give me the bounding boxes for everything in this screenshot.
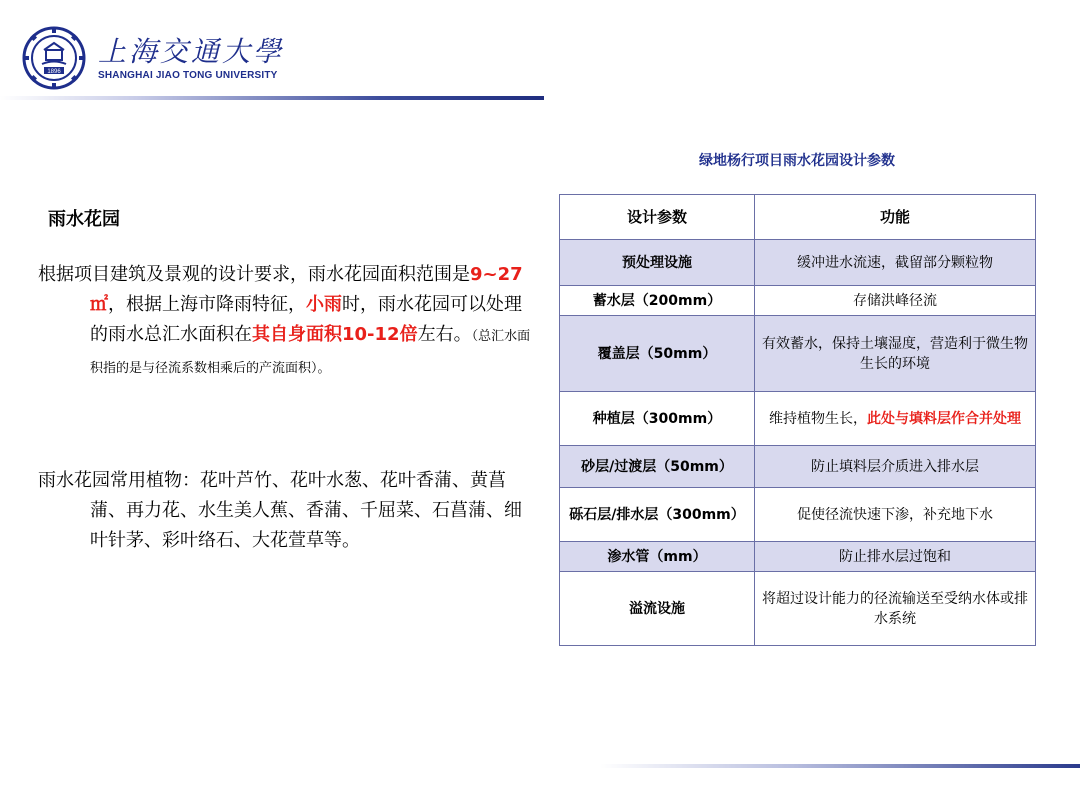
footer-divider [600,764,1080,768]
header-divider [0,96,544,100]
function-text: 防止排水层过饱和 [839,548,951,565]
table-row [560,572,1036,646]
catchment-note: （总汇水面积指的是与径流系数相乘后的产流面积）。 [90,329,531,376]
table-row [560,446,1036,488]
function-text: 将超过设计能力的径流输送至受纳水体或排水系统 [762,590,1028,627]
merged-processing-note: 此处与填料层作合并处理 [867,410,1021,427]
plants-text: 雨水花园常用植物：花叶芦竹、花叶水葱、花叶香蒲、黄菖蒲、再力花、水生美人蕉、香蒲、千屈菜、石菖蒲、细叶针茅、彩叶络石、大花萱草等。 [38,470,522,551]
function-cell [755,542,1036,572]
plants-paragraph [38,466,538,556]
param-cell: 渗水管（mm） [560,542,755,572]
table-row [560,488,1036,542]
param-cell: 覆盖层（50mm） [560,316,755,392]
function-cell [755,488,1036,542]
para1-text-2: ，根据上海市降雨特征， [108,294,306,315]
param-cell: 砾石层/排水层（300mm） [560,488,755,542]
table-row [560,316,1036,392]
function-text: 有效蓄水，保持土壤湿度，营造利于微生物生长的环境 [762,335,1028,372]
param-cell: 种植层（300mm） [560,392,755,446]
param-cell: 砂层/过渡层（50mm） [560,446,755,488]
table-row [560,542,1036,572]
function-text: 防止填料层介质进入排水层 [811,458,979,475]
para1-text-4: 左右。 [417,324,472,345]
table-caption: 绿地杨行项目雨水花园设计参数 [699,153,895,169]
university-logo [22,26,284,90]
table-row [560,286,1036,316]
ratio-highlight: 其自身面积10-12倍 [252,324,418,345]
table-row [560,392,1036,446]
param-cell: 蓄水层（200mm） [560,286,755,316]
function-cell [755,316,1036,392]
function-cell [755,286,1036,316]
table-row [560,240,1036,286]
function-cell [755,446,1036,488]
para1-text-1: 根据项目建筑及景观的设计要求，雨水花园面积范围是 [38,264,470,285]
svg-text:1896: 1896 [47,69,61,75]
param-cell: 预处理设施 [560,240,755,286]
function-text: 存储洪峰径流 [853,292,937,309]
section-title: 雨水花园 [48,209,120,230]
header-design-parameter: 设计参数 [560,195,755,240]
design-requirement-paragraph [38,260,538,384]
function-cell [755,240,1036,286]
function-text: 促使径流快速下渗，补充地下水 [797,506,993,523]
logo-text [98,36,284,81]
function-text: 缓冲进水流速，截留部分颗粒物 [797,254,993,271]
param-cell: 溢流设施 [560,572,755,646]
para1-text-3: 时，雨水花园可以处理的雨水总汇水面积在 [90,294,522,345]
area-range-highlight: 9~27㎡ [90,264,523,315]
function-cell [755,392,1036,446]
table-header-row [560,195,1036,240]
function-text: 维持植物生长， [769,410,867,427]
light-rain-highlight: 小雨 [306,294,342,315]
header-function: 功能 [755,195,1036,240]
university-seal-icon [22,26,86,90]
function-cell [755,572,1036,646]
university-name-cn: 上海交通大學 [98,34,285,68]
design-parameters-table [559,194,1036,646]
university-name-en: SHANGHAI JIAO TONG UNIVERSITY [98,69,278,81]
